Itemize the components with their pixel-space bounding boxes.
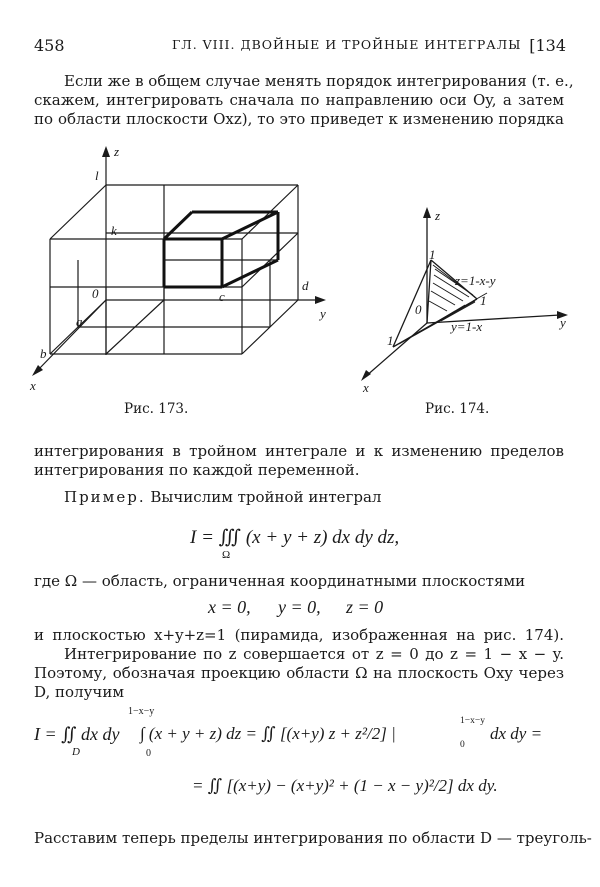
intro-line: по области плоскости Oxz), то это приведет к изменению порядка (34, 110, 564, 128)
figure-173-caption: Рис. 173. (124, 401, 189, 417)
fig173-label-x: x (30, 378, 36, 393)
eq1-bracket-lower: 0 (460, 740, 465, 750)
page-number: 458 (34, 36, 65, 55)
fig173-label-z: z (114, 144, 120, 159)
fig174-label-y: y (560, 315, 566, 330)
plane-line: D, получим (34, 683, 124, 701)
eq1-tail: dx dy = (490, 724, 543, 743)
main-integral-formula: I = ∭ (x + y + z) dx dy dz, (190, 527, 400, 548)
fig173-label-b: b (40, 346, 47, 361)
eq1-lhs: I = ∬ dx dy (34, 724, 120, 744)
page-header (34, 36, 566, 56)
continuation-line: интегрирования по каждой переменной. (34, 461, 360, 479)
fig173-label-origin: 0 (92, 286, 99, 301)
equation-2: = ∬ [(x+y) − (x+y)² + (1 − x − y)²/2] dx dy. (192, 776, 498, 795)
fig174-label-line: y=1-x (451, 319, 483, 334)
fig174-label-right-one: 1 (480, 293, 487, 308)
section-number: [134 (529, 36, 566, 55)
eq1-middle: ∫ (x + y + z) dz = ∬ [(x+y) z + z²/2] | (140, 724, 396, 743)
eq1-lower-limit: 0 (146, 748, 151, 759)
fig174-label-x: x (363, 380, 369, 395)
intro-line: скажем, интегрировать сначала по направлению оси Oy, а затем (34, 91, 564, 109)
intro-paragraph (34, 72, 574, 129)
plane-y: y = 0, (278, 597, 321, 617)
figure-174-caption: Рис. 174. (425, 401, 490, 417)
fig173-label-d: d (302, 278, 309, 293)
fig174-label-plane: z=1-x-y (455, 273, 496, 288)
eq1-upper-limit: 1−x−y (128, 706, 155, 717)
plane-line: Интегрирование по z совершается от z = 0 до z = 1 − x − y. (64, 645, 564, 663)
main-integral-domain: Ω (222, 549, 231, 561)
figure-173-box-diagram (28, 140, 348, 395)
fig173-label-k: k (111, 223, 117, 238)
fig174-label-left-one: 1 (387, 333, 394, 348)
region-line: где Ω — область, ограниченная координатными плоскостями (34, 572, 526, 590)
eq1-domain: D (72, 746, 80, 758)
fig173-label-a: a (76, 314, 83, 329)
intro-line: Если же в общем случае менять порядок интегрирования (т. е., (64, 72, 574, 90)
fig173-label-l: l (95, 168, 99, 183)
example-line (34, 488, 564, 507)
plane-z: z = 0 (346, 597, 384, 617)
chapter-title: ГЛ. VIII. ДВОЙНЫЕ И ТРОЙНЫЕ ИНТЕГРАЛЫ (172, 37, 522, 52)
plane-line: и плоскостью x+y+z=1 (пирамида, изображенная на рис. 174). (34, 626, 564, 644)
continuation-paragraph (34, 442, 564, 480)
fig174-label-top-one: 1 (429, 247, 436, 262)
plane-line: Поэтому, обозначая проекцию области Ω на плоскость Oxy через (34, 664, 564, 682)
example-text: Вычислим тройной интеграл (150, 488, 382, 506)
fig174-label-z: z (435, 208, 441, 223)
continuation-line: интегрирования в тройном интеграле и к изменению пределов (34, 442, 564, 460)
fig173-label-c: c (219, 289, 225, 304)
plane-x: x = 0, (208, 597, 251, 617)
plane-paragraph (34, 626, 564, 702)
fig173-label-y: y (320, 306, 326, 321)
figure-174-pyramid-diagram (355, 205, 580, 395)
example-label: Пример. (64, 488, 146, 506)
fig174-label-origin: 0 (415, 302, 422, 317)
eq1-bracket-upper: 1−x−y (460, 716, 485, 726)
closing-line: Расставим теперь пределы интегрирования по области D — треуголь- (34, 829, 592, 847)
